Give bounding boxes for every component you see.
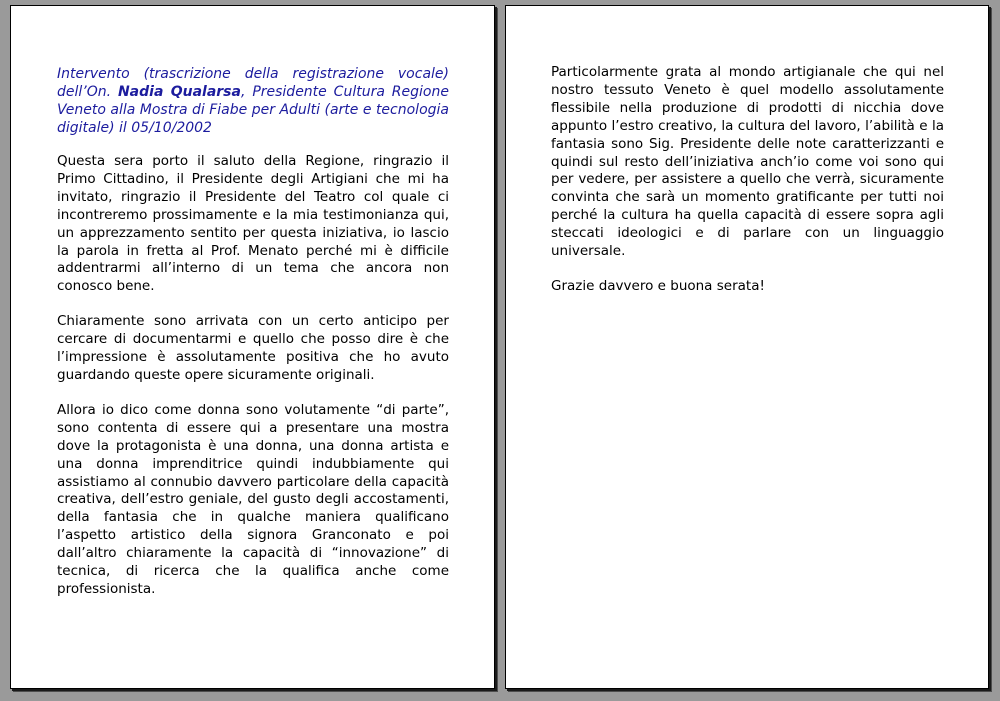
- document-page-right: [505, 5, 989, 689]
- heading-prefix: Intervento (trascrizione della registrazione vocale) dell’On.: [57, 66, 449, 100]
- paragraph: Questa sera porto il saluto della Regione, ringrazio il Primo Cittadino, il Presidente degli Artigiani che mi ha invitato, ringrazio il Presidente del Teatro col quale ci incontreremo prossimamente e la mia testimonianza qui, un apprezzamento sentito per questa iniziativa, io lascio la parola in fretta al Prof. Menato perché mi è difficile addentrarmi all’interno di un tema che ancora non conosco bene.: [57, 153, 449, 295]
- paragraph: Particolarmente grata al mondo artigianale che qui nel nostro tessuto Veneto è quel modello assolutamente flessibile nella produzione di prodotti di nicchia dove appunto l’estro creativo, la cultura del lavoro, l’abilità e la fantasia sono Sig. Presidente delle note caratterizzanti e quindi sul resto dell’iniziativa anch’io come voi sono qui per vedere, per assistere a quello che verrà, sicuramente convinta che sarà un momento gratificante per tutti noi perché la cultura ha quella capacità di essere sopra agli steccati ideologici e di parlare con un linguaggio universale.: [551, 64, 944, 260]
- document-page-left: [10, 5, 495, 689]
- closing-line: Grazie davvero e buona serata!: [551, 277, 765, 294]
- document-heading: [57, 65, 449, 137]
- page-right-content: [551, 64, 944, 313]
- paragraph: Allora io dico come donna sono volutamente “di parte”, sono contenta di essere qui a presentare una mostra dove la protagonista è una donna, una donna artista e una donna imprenditrice quindi indubbiamente qui assistiamo al connubio davvero particolare della capacità creativa, dell’estro geniale, del gusto degli accostamenti, della fantasia che in qualche maniera qualificano l’aspetto artistico della signora Granconato e poi dall’altro chiaramente la capacità di “innovazione” di tecnica, di ricerca che la qualifica anche come professionista.: [57, 401, 449, 597]
- paragraph: Chiaramente sono arrivata con un certo anticipo per cercare di documentarmi e quello che posso dire è che l’impressione è assolutamente positiva che ho avuto guardando queste opere sicuramente originali.: [57, 313, 449, 383]
- speaker-name: Nadia Qualarsa: [117, 84, 241, 100]
- heading-suffix: , Presidente Cultura Regione Veneto alla Mostra di Fiabe per Adulti (arte e tecnologia digitale) il 05/10/2002: [57, 84, 449, 136]
- page-left-content: [57, 65, 449, 616]
